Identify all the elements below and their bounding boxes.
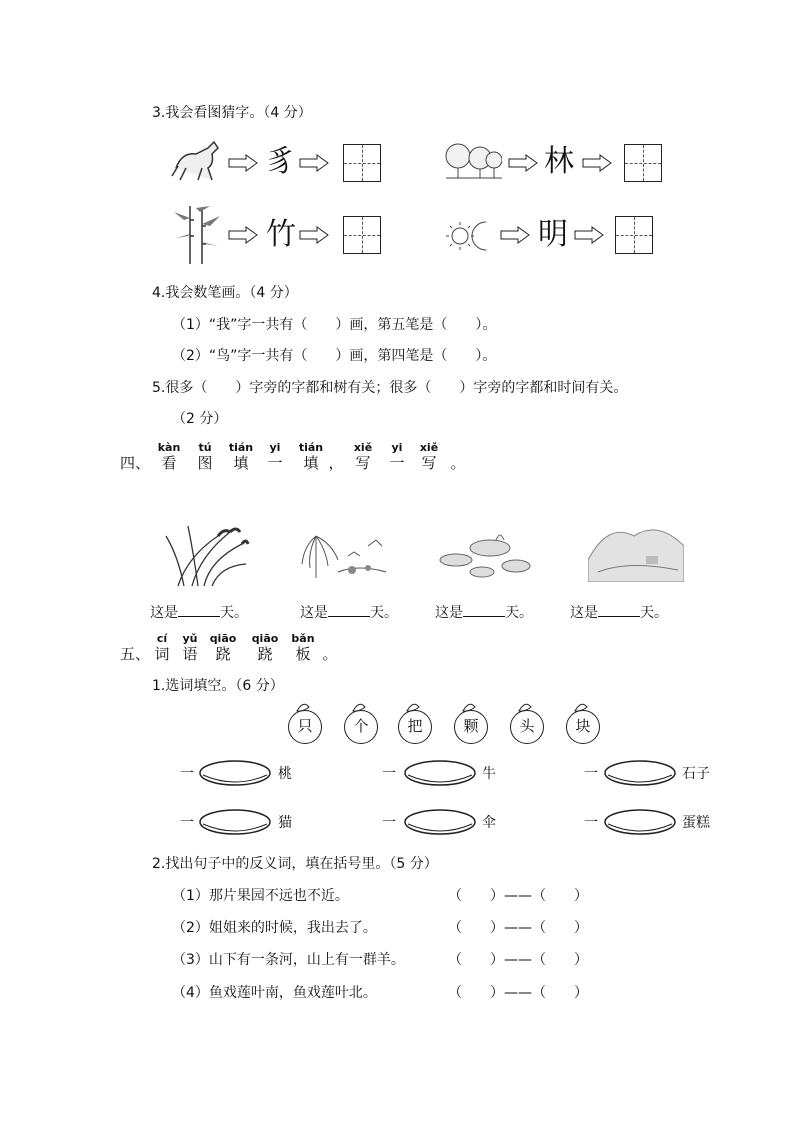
trees-picture [444, 138, 502, 184]
bowl-answer-slot[interactable] [404, 808, 476, 836]
q4-line-1: （1）“我”字一共有（ ）画，第五笔是（ ）。 [172, 317, 497, 333]
sentence-1: （1）那片果园不远也不近。 [172, 888, 349, 904]
answer-blank[interactable] [328, 602, 370, 617]
word-choice[interactable]: 块 [566, 710, 600, 744]
bowl-answer-slot[interactable] [199, 759, 271, 787]
summer-lotus-picture [436, 520, 534, 580]
caption-1: 这是 天。 [150, 602, 248, 622]
arrow-icon [582, 154, 612, 172]
seal-character: 竹 [266, 217, 296, 252]
q5-2-title: 2.找出句子中的反义词，填在括号里。（5 分） [152, 856, 438, 872]
word-choice[interactable]: 只 [288, 710, 322, 744]
word-choice[interactable]: 头 [510, 710, 544, 744]
q4-line-2: （2）“鸟”字一共有（ ）画，第四笔是（ ）。 [172, 348, 497, 364]
bowl-answer-slot[interactable] [604, 808, 676, 836]
fill-prefix: 一 [584, 766, 598, 782]
q5-score: （2 分） [172, 411, 228, 427]
fill-prefix: 一 [382, 766, 396, 782]
arrow-icon [574, 226, 604, 244]
caption-4: 这是 天。 [570, 602, 668, 622]
heading-prefix: 四、 [120, 454, 151, 472]
tian-grid-answer-box[interactable] [624, 144, 662, 182]
tian-grid-answer-box[interactable] [615, 216, 653, 254]
antonym-answer-1[interactable]: （ ）——（ ） [448, 888, 588, 904]
q5-1-title: 1.选词填空。（6 分） [152, 678, 284, 694]
winter-snow-picture [588, 516, 684, 582]
fill-noun: 伞 [482, 815, 496, 831]
seal-character: 豸 [266, 144, 296, 179]
q5-line-1: 5.很多（ ）字旁的字都和树有关；很多（ ）字旁的字都和时间有关。 [152, 380, 628, 396]
sun-moon-picture [444, 216, 500, 256]
bowl-answer-slot[interactable] [199, 808, 271, 836]
arrow-icon [500, 226, 530, 244]
answer-blank[interactable] [178, 602, 220, 617]
bowl-answer-slot[interactable] [404, 759, 476, 787]
word-choice[interactable]: 把 [398, 710, 432, 744]
tian-grid-answer-box[interactable] [343, 144, 381, 182]
fill-noun: 牛 [482, 766, 496, 782]
sentence-2: （2）姐姐来的时候，我出去了。 [172, 920, 377, 936]
fill-prefix: 一 [382, 815, 396, 831]
section-5-heading: 五、 cí 词 yǔ 语 qiāo 跷 qiāo 跷 bǎn 板 。 [120, 632, 338, 663]
tian-grid-answer-box[interactable] [343, 216, 381, 254]
arrow-icon [299, 226, 329, 244]
caption-2: 这是 天。 [300, 602, 398, 622]
answer-blank[interactable] [598, 602, 640, 617]
seal-character: 明 [538, 217, 568, 252]
autumn-rice-picture [158, 516, 250, 588]
fill-prefix: 一 [180, 766, 194, 782]
arrow-icon [228, 154, 258, 172]
fill-noun: 猫 [278, 815, 292, 831]
fill-noun: 蛋糕 [682, 815, 710, 831]
fill-prefix: 一 [584, 815, 598, 831]
spring-willow-picture [298, 516, 390, 580]
arrow-icon [299, 154, 329, 172]
sentence-3: （3）山下有一条河，山上有一群羊。 [172, 952, 405, 968]
fill-noun: 桃 [278, 766, 292, 782]
word-choices [288, 702, 608, 748]
word-choice[interactable]: 个 [344, 710, 378, 744]
answer-blank[interactable] [463, 602, 505, 617]
antonym-answer-4[interactable]: （ ）——（ ） [448, 985, 588, 1001]
heading-prefix: 五、 [120, 645, 151, 663]
q3-title: 3.我会看图猜字。（4 分） [152, 105, 312, 121]
fill-prefix: 一 [180, 815, 194, 831]
bamboo-picture [170, 204, 224, 266]
caption-3: 这是 天。 [435, 602, 533, 622]
fill-noun: 石子 [682, 766, 710, 782]
sentence-4: （4）鱼戏莲叶南，鱼戏莲叶北。 [172, 985, 377, 1001]
q4-title: 4.我会数笔画。（4 分） [152, 285, 298, 301]
seal-character: 林 [544, 144, 574, 179]
section-4-heading: 四、 kàn 看 tú 图 tián 填 yi 一 tián 填 ， xiě 写 yi 一 xiě 写 。 [120, 441, 466, 472]
horse-picture [168, 138, 222, 184]
arrow-icon [228, 226, 258, 244]
antonym-answer-2[interactable]: （ ）——（ ） [448, 920, 588, 936]
arrow-icon [508, 154, 538, 172]
word-choice[interactable]: 颗 [454, 710, 488, 744]
bowl-answer-slot[interactable] [604, 759, 676, 787]
antonym-answer-3[interactable]: （ ）——（ ） [448, 952, 588, 968]
